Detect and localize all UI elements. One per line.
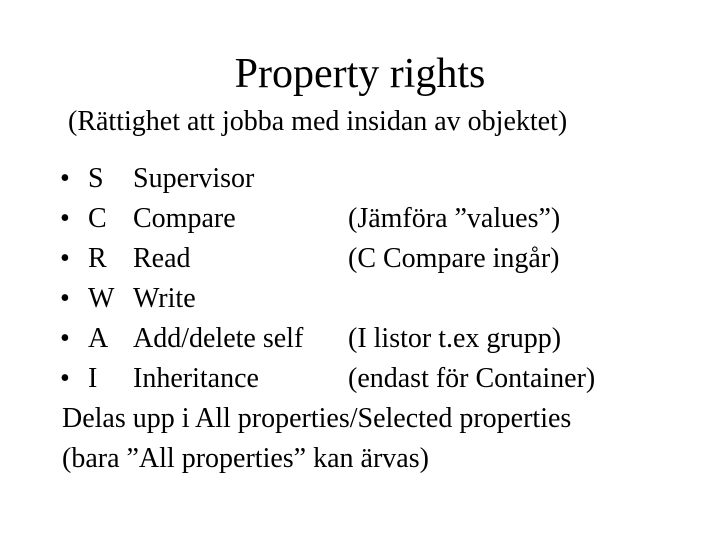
bullet-icon: •	[60, 323, 70, 354]
right-name: Compare	[133, 203, 236, 234]
right-name: Read	[133, 243, 191, 274]
right-name: Write	[133, 283, 196, 314]
right-code: A	[88, 323, 109, 354]
bullet-icon: •	[60, 243, 70, 274]
slide-subtitle: (Rättighet att jobba med insidan av objektet)	[68, 106, 568, 137]
slide-title: Property rights	[234, 51, 486, 97]
bullet-icon: •	[60, 203, 70, 234]
right-code: W	[88, 283, 115, 314]
bullet-icon: •	[60, 283, 70, 314]
right-note: (endast för Container)	[348, 363, 596, 394]
right-note: (Jämföra ”values”)	[348, 203, 561, 234]
footer-line-split: Delas upp i All properties/Selected properties	[62, 403, 572, 434]
right-name: Supervisor	[133, 163, 255, 194]
right-note: (I listor t.ex grupp)	[348, 323, 562, 354]
footer-line-inherit: (bara ”All properties” kan ärvas)	[62, 443, 429, 474]
right-code: S	[88, 163, 104, 194]
bullet-icon: •	[60, 163, 70, 194]
right-code: R	[88, 243, 107, 274]
right-code: I	[88, 363, 98, 394]
right-name: Inheritance	[133, 363, 259, 394]
right-note: (C Compare ingår)	[348, 243, 560, 274]
bullet-icon: •	[60, 363, 70, 394]
right-code: C	[88, 203, 107, 234]
right-name: Add/delete self	[133, 323, 304, 354]
